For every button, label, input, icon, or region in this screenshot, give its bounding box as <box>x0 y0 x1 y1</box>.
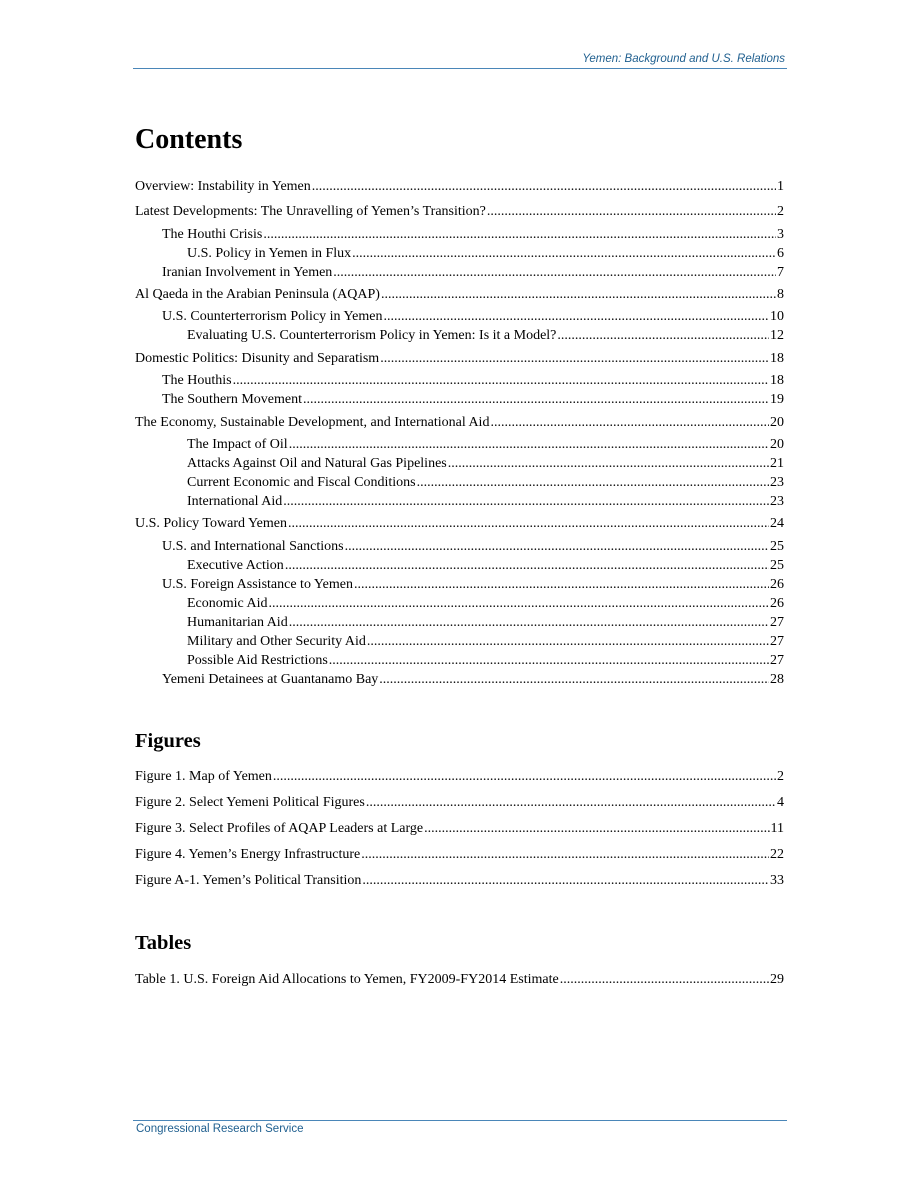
toc-entry[interactable]: Economic Aid ..... 26 <box>135 596 784 612</box>
page-number: 27 <box>770 615 784 630</box>
page-number: 24 <box>770 516 784 531</box>
page-number: 18 <box>770 351 784 366</box>
leader-dots <box>354 577 769 593</box>
page-number: 8 <box>777 287 784 302</box>
page-number: 33 <box>770 873 784 888</box>
running-header-title: Yemen: Background and U.S. Relations <box>582 53 785 65</box>
leader-dots <box>285 558 769 574</box>
page-number: 27 <box>770 653 784 668</box>
page-number: 27 <box>770 634 784 649</box>
leader-dots <box>560 972 769 988</box>
toc-entry[interactable]: Executive Action ..... 25 <box>135 558 784 574</box>
leader-dots <box>381 287 776 303</box>
page-number: 12 <box>770 328 784 343</box>
toc-entry[interactable]: Al Qaeda in the Arabian Peninsula (AQAP) ..... 8 <box>135 287 784 303</box>
page-number: 7 <box>777 265 784 280</box>
page-number: 25 <box>770 558 784 573</box>
toc-entry[interactable]: Figure 1. Map of Yemen ..... 2 <box>135 769 784 785</box>
page-number: 26 <box>770 596 784 611</box>
leader-dots <box>379 672 769 688</box>
page-number: 4 <box>777 795 784 810</box>
leader-dots <box>366 795 776 811</box>
toc-entry[interactable]: Figure 3. Select Profiles of AQAP Leaders at Large ..... 11 <box>135 821 784 837</box>
toc-entry[interactable]: International Aid ..... 23 <box>135 494 784 510</box>
leader-dots <box>329 653 769 669</box>
leader-dots <box>487 204 776 220</box>
leader-dots <box>333 265 776 281</box>
toc-entry[interactable]: Iranian Involvement in Yemen ..... 7 <box>135 265 784 281</box>
page-number: 18 <box>770 373 784 388</box>
toc-entry[interactable]: Table 1. U.S. Foreign Aid Allocations to Yemen, FY2009-FY2014 Estimate ..... 29 <box>135 972 784 988</box>
page-number: 23 <box>770 475 784 490</box>
page-number: 6 <box>777 246 784 261</box>
toc-entry[interactable]: The Economy, Sustainable Development, and International Aid ..... 20 <box>135 415 784 431</box>
figures-heading: Figures <box>135 730 201 752</box>
toc-entry[interactable]: Figure A-1. Yemen’s Political Transition ..... 33 <box>135 873 784 889</box>
page-number: 2 <box>777 769 784 784</box>
leader-dots <box>380 351 769 367</box>
leader-dots <box>417 475 769 491</box>
leader-dots <box>269 596 770 612</box>
page-number: 10 <box>770 309 784 324</box>
page-number: 2 <box>777 204 784 219</box>
leader-dots <box>362 873 769 889</box>
leader-dots <box>263 227 776 243</box>
toc-entry[interactable]: U.S. Policy Toward Yemen ..... 24 <box>135 516 784 532</box>
toc-entry[interactable]: The Houthi Crisis ..... 3 <box>135 227 784 243</box>
page-number: 11 <box>770 821 784 836</box>
footer-organization: Congressional Research Service <box>136 1123 304 1135</box>
leader-dots <box>490 415 769 431</box>
page-number: 1 <box>777 179 784 194</box>
leader-dots <box>303 392 769 408</box>
page-number: 20 <box>770 437 784 452</box>
page-number: 26 <box>770 577 784 592</box>
leader-dots <box>448 456 769 472</box>
tables-heading: Tables <box>135 932 192 954</box>
leader-dots <box>289 615 769 631</box>
footer-rule <box>133 1120 787 1121</box>
leader-dots <box>283 494 769 510</box>
toc-entry[interactable]: Military and Other Security Aid ..... 27 <box>135 634 784 650</box>
toc-entry[interactable]: Figure 2. Select Yemeni Political Figures ..... 4 <box>135 795 784 811</box>
page-number: 19 <box>770 392 784 407</box>
page-number: 20 <box>770 415 784 430</box>
leader-dots <box>233 373 769 389</box>
page-number: 21 <box>770 456 784 471</box>
page-number: 3 <box>777 227 784 242</box>
leader-dots <box>345 539 769 555</box>
page-number: 25 <box>770 539 784 554</box>
leader-dots <box>557 328 769 344</box>
toc-entry[interactable]: Evaluating U.S. Counterterrorism Policy in Yemen: Is it a Model? ..... 12 <box>135 328 784 344</box>
toc-entry[interactable]: Possible Aid Restrictions ..... 27 <box>135 653 784 669</box>
toc-entry[interactable]: U.S. Foreign Assistance to Yemen ..... 26 <box>135 577 784 593</box>
toc-entry[interactable]: The Southern Movement ..... 19 <box>135 392 784 408</box>
leader-dots <box>273 769 776 785</box>
leader-dots <box>361 847 769 863</box>
toc-entry[interactable]: The Impact of Oil ..... 20 <box>135 437 784 453</box>
leader-dots <box>288 516 769 532</box>
leader-dots <box>424 821 769 837</box>
toc-entry[interactable]: The Houthis ..... 18 <box>135 373 784 389</box>
toc-entry[interactable]: U.S. Policy in Yemen in Flux ..... 6 <box>135 246 784 262</box>
page-number: 29 <box>770 972 784 987</box>
toc-entry[interactable]: U.S. Counterterrorism Policy in Yemen ..... 10 <box>135 309 784 325</box>
toc-entry[interactable]: Yemeni Detainees at Guantanamo Bay ..... 28 <box>135 672 784 688</box>
leader-dots <box>367 634 769 650</box>
header-rule <box>133 68 787 69</box>
toc-entry[interactable]: U.S. and International Sanctions ..... 25 <box>135 539 784 555</box>
page-number: 28 <box>770 672 784 687</box>
toc-entry[interactable]: Latest Developments: The Unravelling of Yemen’s Transition? ..... 2 <box>135 204 784 220</box>
toc-entry[interactable]: Overview: Instability in Yemen ..... 1 <box>135 179 784 195</box>
toc-entry[interactable]: Attacks Against Oil and Natural Gas Pipelines ..... 21 <box>135 456 784 472</box>
leader-dots <box>352 246 776 262</box>
toc-entry[interactable]: Humanitarian Aid ..... 27 <box>135 615 784 631</box>
toc-entry[interactable]: Domestic Politics: Disunity and Separatism ..... 18 <box>135 351 784 367</box>
toc-entry[interactable]: Figure 4. Yemen’s Energy Infrastructure ..... 22 <box>135 847 784 863</box>
leader-dots <box>312 179 776 195</box>
toc-entry[interactable]: Current Economic and Fiscal Conditions ..... 23 <box>135 475 784 491</box>
leader-dots <box>289 437 769 453</box>
page-number: 22 <box>770 847 784 862</box>
contents-heading: Contents <box>135 124 243 155</box>
leader-dots <box>384 309 770 325</box>
page-number: 23 <box>770 494 784 509</box>
